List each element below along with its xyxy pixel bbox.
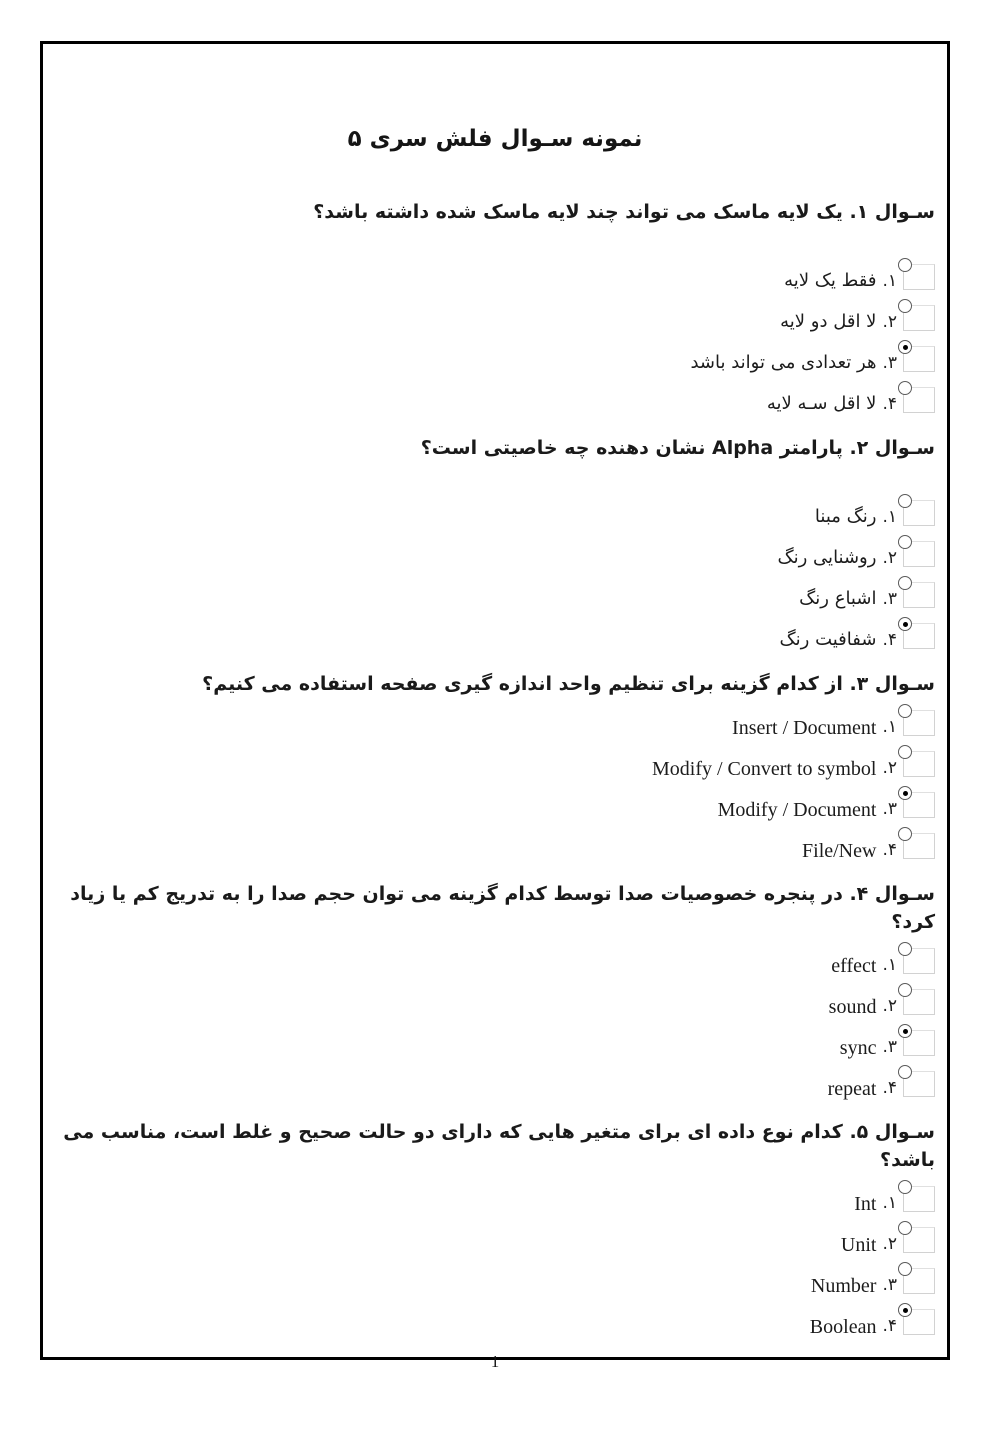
option-number: ۳.: [882, 1037, 897, 1057]
radio-circle-icon: [898, 1180, 912, 1194]
page-content: [43, 126, 947, 1439]
option-number: ۱.: [882, 717, 897, 737]
option-number: ۴.: [882, 630, 897, 650]
radio-dot-icon: [903, 345, 908, 350]
option-label: رنگ مبنا: [814, 506, 877, 527]
option-number: ۴.: [882, 1078, 897, 1098]
option-label: لا اقل دو لایه: [780, 311, 877, 332]
radio-circle-icon: [898, 827, 912, 841]
option-label: Modify / Document: [717, 799, 877, 821]
radio-circle-icon: [898, 535, 912, 549]
option-number: ۳.: [882, 353, 897, 373]
radio-circle-icon: [898, 1262, 912, 1276]
question-block-1: [55, 198, 935, 426]
option-number: ۱.: [882, 507, 897, 527]
radio-button[interactable]: [903, 948, 935, 974]
radio-button[interactable]: [903, 1268, 935, 1294]
answer-option: [55, 262, 935, 303]
answer-option: [55, 790, 935, 831]
answer-option: [55, 1028, 935, 1069]
option-label: Number: [810, 1275, 877, 1297]
radio-button[interactable]: [903, 623, 935, 649]
page-title: نمونه سـوال فلش سری ۵: [347, 126, 643, 152]
options-group: [55, 946, 935, 1110]
radio-circle-icon: [898, 983, 912, 997]
radio-button[interactable]: [903, 582, 935, 608]
radio-circle-icon: [898, 1024, 912, 1038]
question-text: سـوال ۵. کدام نوع داده ای برای متغیر هایی که دارای دو حالت صحیح و غلط است، مناسب می باشد؟: [63, 1121, 935, 1171]
radio-circle-icon: [898, 494, 912, 508]
option-number: ۳.: [882, 589, 897, 609]
answer-option: [55, 385, 935, 426]
option-label: effect: [831, 955, 877, 977]
page-number: 1: [490, 1352, 500, 1371]
answer-option: [55, 1069, 935, 1110]
option-number: ۱.: [882, 955, 897, 975]
answer-option: [55, 580, 935, 621]
radio-button[interactable]: [903, 500, 935, 526]
option-label: Modify / Convert to symbol: [652, 758, 877, 780]
option-number: ۲.: [882, 312, 897, 332]
radio-circle-icon: [898, 704, 912, 718]
radio-dot-icon: [903, 622, 908, 627]
radio-circle-icon: [898, 1303, 912, 1317]
option-number: ۴.: [882, 1316, 897, 1336]
radio-button[interactable]: [903, 710, 935, 736]
option-label: File/New: [802, 840, 877, 862]
option-number: ۱.: [882, 271, 897, 291]
option-label: فقط یک لایه: [784, 270, 877, 291]
answer-option: [55, 539, 935, 580]
radio-button[interactable]: [903, 792, 935, 818]
radio-circle-icon: [898, 942, 912, 956]
answer-option: [55, 1184, 935, 1225]
question-text: سـوال ۲. پارامتر Alpha نشان دهنده چه خاصیتی است؟: [420, 437, 935, 459]
radio-circle-icon: [898, 299, 912, 313]
answer-option: [55, 987, 935, 1028]
radio-button[interactable]: [903, 264, 935, 290]
answer-option: [55, 621, 935, 662]
options-group: [55, 498, 935, 662]
radio-button[interactable]: [903, 1071, 935, 1097]
option-number: ۲.: [882, 1234, 897, 1254]
radio-button[interactable]: [903, 1186, 935, 1212]
option-number: ۴.: [882, 840, 897, 860]
option-label: شفافیت رنگ: [779, 629, 877, 650]
option-label: Int: [854, 1193, 877, 1215]
option-number: ۳.: [882, 1275, 897, 1295]
question-text: سـوال ۴. در پنجره خصوصیات صدا توسط کدام گزینه می توان حجم صدا را به تدریج کم یا زیاد کرد؟: [70, 883, 935, 933]
question-block-5: [55, 1118, 935, 1348]
options-group: [55, 708, 935, 872]
option-label: لا اقل سـه لایه: [766, 393, 877, 414]
radio-circle-icon: [898, 258, 912, 272]
radio-circle-icon: [898, 745, 912, 759]
question-block-4: [55, 880, 935, 1110]
option-number: ۲.: [882, 548, 897, 568]
radio-circle-icon: [898, 381, 912, 395]
radio-circle-icon: [898, 576, 912, 590]
answer-option: [55, 1266, 935, 1307]
options-group: [55, 262, 935, 426]
question-block-2: [55, 434, 935, 662]
radio-circle-icon: [898, 340, 912, 354]
option-label: هر تعدادی می تواند باشد: [690, 352, 877, 373]
radio-circle-icon: [898, 617, 912, 631]
page-frame: [40, 41, 950, 1371]
radio-button[interactable]: [903, 387, 935, 413]
answer-option: [55, 831, 935, 872]
option-label: Insert / Document: [732, 717, 877, 739]
answer-option: [55, 708, 935, 749]
answer-option: [55, 498, 935, 539]
option-label: repeat: [827, 1078, 877, 1100]
option-number: ۲.: [882, 996, 897, 1016]
option-number: ۳.: [882, 799, 897, 819]
option-label: sound: [828, 996, 877, 1018]
radio-button[interactable]: [903, 833, 935, 859]
radio-dot-icon: [903, 1029, 908, 1034]
option-label: Boolean: [809, 1316, 877, 1338]
question-block-3: [55, 670, 935, 872]
option-label: روشنایی رنگ: [777, 547, 877, 568]
radio-circle-icon: [898, 786, 912, 800]
options-group: [55, 1184, 935, 1348]
radio-button[interactable]: [903, 989, 935, 1015]
option-label: اشباع رنگ: [799, 588, 877, 609]
option-number: ۴.: [882, 394, 897, 414]
radio-circle-icon: [898, 1221, 912, 1235]
radio-button[interactable]: [903, 305, 935, 331]
question-text: سـوال ۱. یک لایه ماسک می تواند چند لایه ماسک شده داشته باشد؟: [313, 201, 935, 223]
radio-button[interactable]: [903, 1309, 935, 1335]
option-number: ۲.: [882, 758, 897, 778]
option-label: Unit: [840, 1234, 877, 1256]
option-number: ۱.: [882, 1193, 897, 1213]
radio-circle-icon: [898, 1065, 912, 1079]
radio-button[interactable]: [903, 751, 935, 777]
answer-option: [55, 946, 935, 987]
option-label: sync: [839, 1037, 877, 1059]
answer-option: [55, 1307, 935, 1348]
radio-dot-icon: [903, 791, 908, 796]
radio-button[interactable]: [903, 541, 935, 567]
radio-button[interactable]: [903, 346, 935, 372]
answer-option: [55, 749, 935, 790]
radio-dot-icon: [903, 1308, 908, 1313]
answer-option: [55, 344, 935, 385]
radio-button[interactable]: [903, 1227, 935, 1253]
answer-option: [55, 1225, 935, 1266]
answer-option: [55, 303, 935, 344]
question-text: سـوال ۳. از کدام گزینه برای تنظیم واحد اندازه گیری صفحه استفاده می کنیم؟: [202, 673, 935, 695]
radio-button[interactable]: [903, 1030, 935, 1056]
